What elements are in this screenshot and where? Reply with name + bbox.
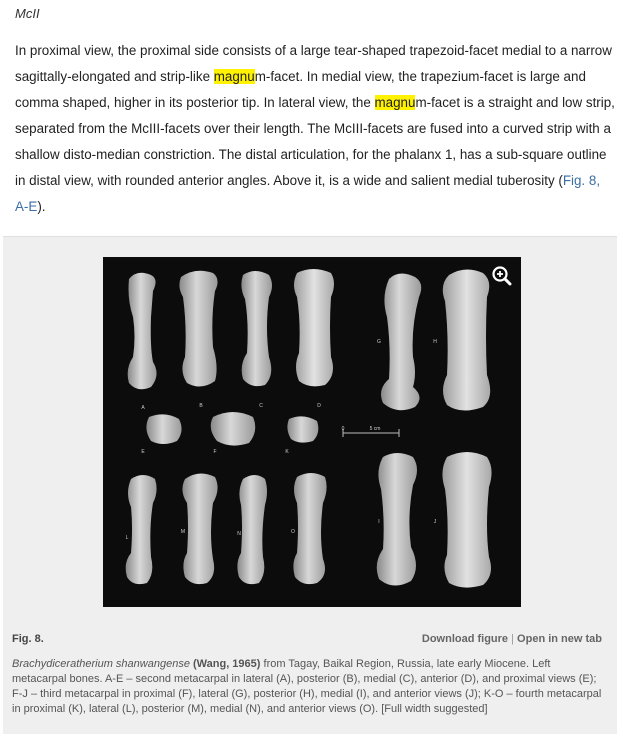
caption-species: Brachydiceratherium shanwangense [12,658,190,670]
figure-caption [12,657,602,717]
bone-l [126,475,157,584]
paragraph-text-1: In proximal view, the proximal side consists of a large tear-shaped trapezoid-facet medial to a narrow sagittally-elongated and strip-like [15,43,612,84]
figure-image[interactable] [103,257,521,607]
panel-letter-c: C [259,403,263,409]
figure-actions [422,633,602,645]
panel-letter-h: H [433,339,437,345]
open-in-new-tab-link[interactable]: Open in new tab [517,633,602,645]
paragraph-text-2: m-facet. In medial view, the trapezium-facet is large and comma shaped, higher in its posterior tip. In lateral view, the [15,69,586,110]
link-separator: | [511,633,514,645]
panel-letter-g: G [377,339,381,345]
panel-letter-i: I [378,519,380,525]
panel-letter-a: A [141,405,145,411]
bone-photo-plate [103,257,521,607]
bone-f [211,412,256,446]
panel-letter-l: L [125,535,129,541]
scale-bar-zero: 0 [341,426,345,432]
zoom-button[interactable] [489,263,515,289]
figure-reference-link[interactable]: Fig. 8, A-E [15,173,601,214]
panel-letter-k: K [285,449,289,455]
bone-m [182,473,217,584]
bone-b [179,271,217,387]
zoom-in-icon [489,263,515,289]
bone-d [294,269,334,386]
panel-letter-m: M [180,529,186,535]
bone-a [128,273,157,390]
panel-letter-f: F [213,449,217,455]
bone-n [237,475,267,584]
bone-e [146,414,181,444]
panel-letter-b: B [199,403,203,409]
panel-letter-e: E [141,449,145,455]
caption-author-link[interactable]: (Wang, 1965) [193,658,261,670]
panel-letter-n: N [237,531,241,537]
search-highlight: magnu [213,69,255,84]
panel-letter-d: D [317,403,321,409]
bone-g [381,273,421,410]
bone-o [293,473,326,584]
search-highlight: magnu [374,95,416,110]
bone-j [442,452,491,588]
bone-c [241,271,272,386]
body-paragraph [15,38,615,220]
panel-letter-o: O [291,529,295,535]
download-figure-link[interactable]: Download figure [421,633,509,645]
panel-letter-j: J [433,519,437,525]
scale-bar-label: 5 cm [369,426,381,432]
paragraph-text-3: m-facet is a straight and low strip, separated from the McIII-facets over their length. The McIII-facets are fused into a curved strip with a shallow disto-median constriction. The distal articulation, for the phalanx 1, has a sub-square outline in distal view, with rounded anterior angles. Above it, is a wide and salient medial tuberosity ( [15,95,615,188]
paragraph-text-4: ). [37,199,46,214]
bone-k [287,416,318,442]
figure-panel [3,236,617,734]
section-title: McII [15,6,40,21]
caption-text: from Tagay, Baikal Region, Russia, late early Miocene. Left metacarpal bones. A-E – second metacarpal in lateral (A), posterior (B), medial (C), anterior (D), and proximal views (E); F-J – third metacarpal in proximal (F), lateral (G), posterior (H), medial (I), and anterior views (J); K-O – fourth metacarpal in proximal (K), lateral (L), posterior (M), medial (N), and anterior views (O). [Full width suggested] [12,658,602,715]
bone-h [443,269,490,410]
figure-label: Fig. 8. [12,633,44,645]
bone-i [377,453,417,586]
